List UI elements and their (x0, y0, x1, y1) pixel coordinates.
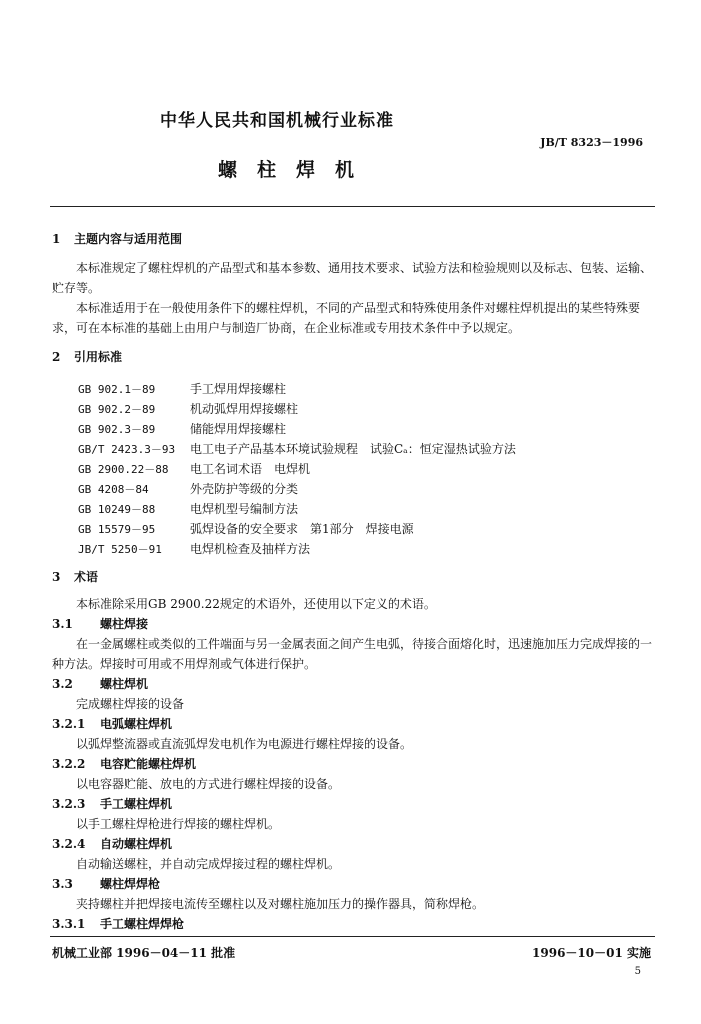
term-number: 3.2.1 (52, 717, 86, 731)
term-definition: 以手工螺柱焊枪进行焊接的螺柱焊机。 (76, 817, 281, 831)
reference-item (78, 419, 516, 439)
section-1-heading (52, 230, 182, 247)
term-definition: 以弧焊整流器或直流弧焊发电机作为电源进行螺柱焊接的设备。 (76, 737, 413, 751)
term-name: 手工螺柱焊机 (100, 797, 173, 811)
header-rule (50, 206, 655, 207)
reference-code: GB 15579－95 (78, 523, 156, 536)
section-3-body (52, 594, 654, 934)
term-number: 3.2.4 (52, 837, 86, 851)
term-number: 3.2 (52, 677, 73, 691)
reference-code: GB 902.3－89 (78, 423, 156, 436)
reference-title: 储能焊用焊接螺柱 (190, 422, 287, 436)
page-number: 5 (634, 966, 641, 977)
term-heading (52, 914, 654, 934)
reference-item (78, 519, 516, 539)
term-heading (52, 794, 654, 814)
reference-title: 外壳防护等级的分类 (190, 482, 299, 496)
term-name: 螺柱焊机 (100, 677, 149, 691)
term-heading (52, 754, 654, 774)
section-title: 术语 (74, 570, 99, 584)
standard-code: JB/T 8323－1996 (540, 136, 643, 149)
term-number: 3.3.1 (52, 917, 86, 931)
document-title: 螺柱焊机 (218, 159, 375, 181)
footer-rule (50, 936, 655, 937)
reference-code: GB 2900.22－88 (78, 463, 169, 476)
term-heading (52, 874, 654, 894)
term-heading (52, 614, 654, 634)
term-number: 3.2.2 (52, 757, 86, 771)
reference-title: 机动弧焊用焊接螺柱 (190, 402, 299, 416)
term-definition: 在一金属螺柱或类似的工件端面与另一金属表面之间产生电弧，待接合面熔化时，迅速施加压力完成焊接的一种方法。焊接时可用或不用焊剂或气体进行保护。 (52, 637, 653, 671)
section-1-body (52, 258, 654, 338)
term-definition: 自动输送螺柱，并自动完成焊接过程的螺柱焊机。 (76, 857, 341, 871)
reference-list (78, 379, 516, 559)
reference-code: GB/T 2423.3－93 (78, 443, 176, 456)
reference-title: 电工电子产品基本环境试验规程 试验Cₐ：恒定湿热试验方法 (190, 442, 516, 456)
approval-date: 机械工业部 1996－04－11 批准 (52, 946, 236, 960)
reference-title: 弧焊设备的安全要求 第1部分 焊接电源 (190, 522, 414, 536)
section-title: 引用标准 (74, 350, 123, 364)
standard-org-title: 中华人民共和国机械行业标准 (160, 111, 394, 131)
reference-title: 电焊机检查及抽样方法 (190, 542, 311, 556)
term-name: 电弧螺柱焊机 (100, 717, 173, 731)
reference-item (78, 479, 516, 499)
reference-item (78, 439, 516, 459)
section-title: 主题内容与适用范围 (74, 232, 183, 246)
term-name: 螺柱焊接 (100, 617, 149, 631)
reference-code: GB 902.2－89 (78, 403, 156, 416)
reference-item (78, 399, 516, 419)
reference-item (78, 539, 516, 559)
section-3-heading (52, 568, 98, 585)
reference-title: 电工名词术语 电焊机 (190, 462, 311, 476)
term-number: 3.1 (52, 617, 73, 631)
section-number: 1 (52, 232, 61, 246)
reference-code: GB 902.1－89 (78, 383, 156, 396)
section-2-heading (52, 348, 122, 365)
reference-item (78, 499, 516, 519)
term-heading (52, 834, 654, 854)
reference-title: 手工焊用焊接螺柱 (190, 382, 287, 396)
reference-item (78, 459, 516, 479)
paragraph: 本标准适用于在一般使用条件下的螺柱焊机，不同的产品型式和特殊使用条件对螺柱焊机提出的某些特殊要求，可在本标准的基础上由用户与制造厂协商，在企业标准或专用技术条件中予以规定。 (52, 301, 641, 335)
term-number: 3.2.3 (52, 797, 86, 811)
paragraph: 本标准规定了螺柱焊机的产品型式和基本参数、通用技术要求、试验方法和检验规则以及标志、包装、运输、贮存等。 (52, 261, 653, 295)
term-definition: 夹持螺柱并把焊接电流传至螺柱以及对螺柱施加压力的操作器具，简称焊枪。 (76, 897, 485, 911)
term-number: 3.3 (52, 877, 73, 891)
term-definition: 以电容器贮能、放电的方式进行螺柱焊接的设备。 (76, 777, 341, 791)
section-intro: 本标准除采用GB 2900.22规定的术语外，还使用以下定义的术语。 (76, 597, 436, 611)
reference-item (78, 379, 516, 399)
section-number: 3 (52, 570, 61, 584)
term-heading (52, 714, 654, 734)
section-number: 2 (52, 350, 61, 364)
term-definition: 完成螺柱焊接的设备 (76, 697, 185, 711)
reference-title: 电焊机型号编制方法 (190, 502, 299, 516)
reference-code: JB/T 5250－91 (78, 543, 162, 556)
term-name: 手工螺柱焊焊枪 (100, 917, 185, 931)
term-name: 自动螺柱焊机 (100, 837, 173, 851)
term-name: 螺柱焊焊枪 (100, 877, 161, 891)
term-heading (52, 674, 654, 694)
reference-code: GB 10249－88 (78, 503, 156, 516)
term-name: 电容贮能螺柱焊机 (100, 757, 197, 771)
reference-code: GB 4208－84 (78, 483, 149, 496)
effective-date: 1996－10－01 实施 (532, 946, 651, 960)
